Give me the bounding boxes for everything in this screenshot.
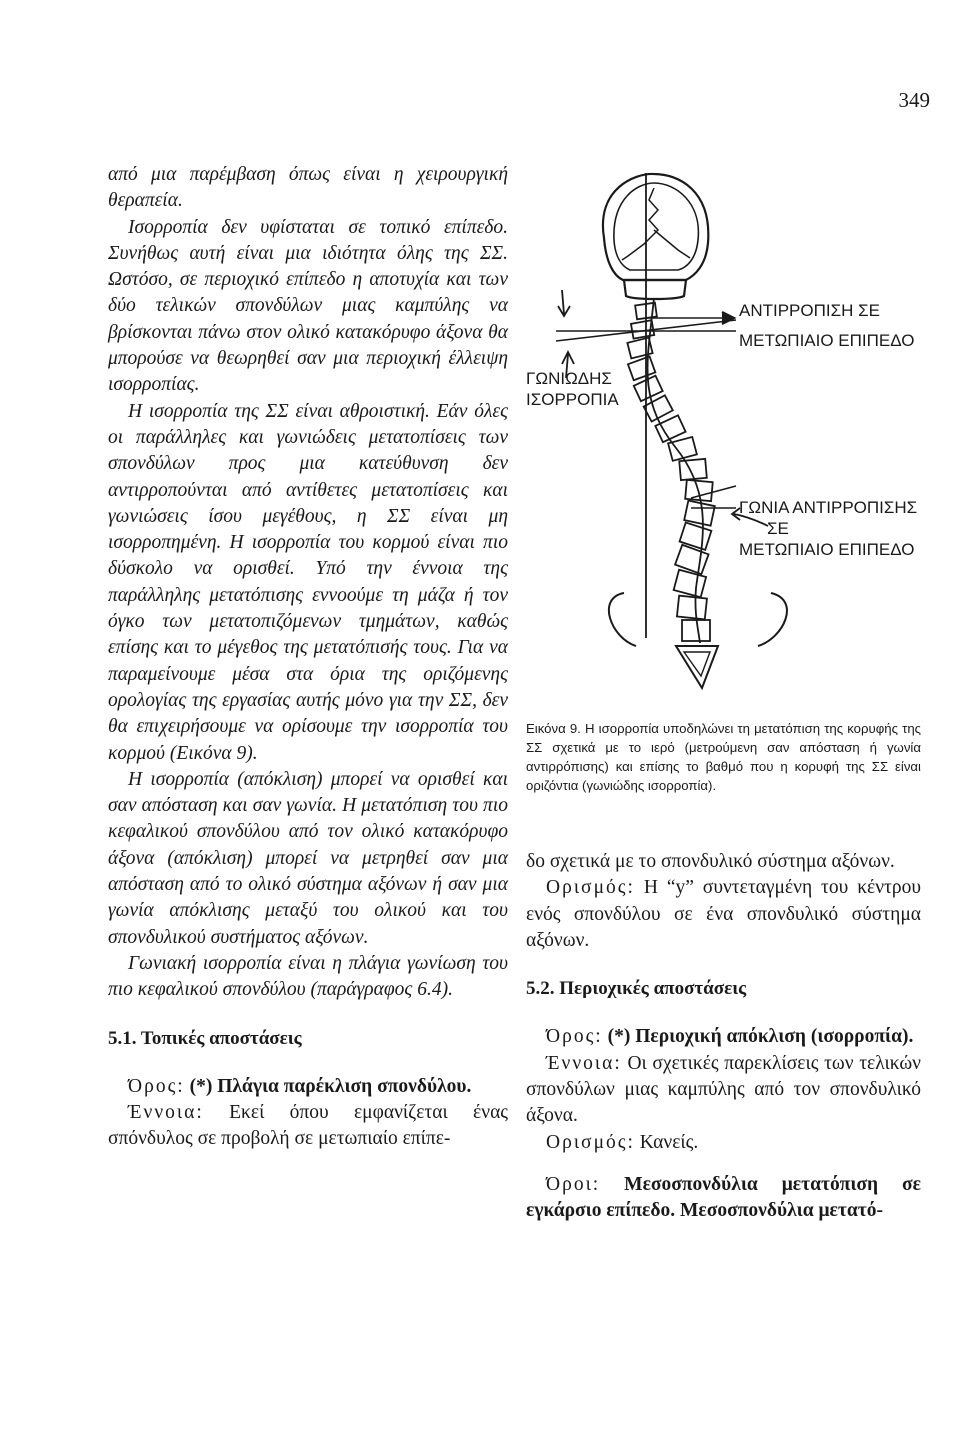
paragraph: Ισορροπία δεν υφίσταται σε τοπικό επίπεδο. Συνήθως αυτή είναι μια ιδιότητα όλης της ΣΣ. Ωστόσο, σε περιοχικό επίπεδο η αποτυχία και των δύο τελικών σπονδύλων μιας καμπύλης να βρίσκονται πάνω στον ολικό κατακόρυφο άξονα θα μπορούσε να θεωρηθεί σαν μια περιοχική έλλειψη ισορροπίας. <box>108 216 508 396</box>
label-front-shift-2: ΜΕΤΩΠΙΑΙΟ ΕΠΙΠΕΔΟ <box>739 331 915 350</box>
angle-arrow-down-icon <box>558 290 570 316</box>
vertebrae <box>627 303 714 641</box>
terms-entry <box>526 1172 921 1225</box>
label-angular-1: ΓΩΝΙΩΔΗΣ <box>526 369 612 388</box>
pelvis-right <box>758 593 787 646</box>
caption-label: Εικόνα 9. <box>526 721 581 736</box>
term-text: (*) Πλάγια παρέκλιση σπονδύλου. <box>189 1075 472 1097</box>
pelvis-left <box>609 593 636 646</box>
label-front-angle-1: ΓΩΝΙΑ ΑΝΤΙΡΡΟΠΙΣΗΣ <box>739 498 918 517</box>
paragraph: Η ισορροπία (απόκλιση) μπορεί να ορισθεί και σαν απόσταση και σαν γωνία. Η μετατόπιση του πιο κεφαλικού σπονδύλου από τον ολικό κατακόρυφο άξονα (απόκλιση) μπορεί να μετρηθεί σαν μια απόσταση από το ολικό σύστημα αξόνων ή σαν μια γωνία απόκλισης μεταξύ του ολικού και του σπονδυλικού συστήματος αξόνων. <box>108 768 508 948</box>
label-front-shift <box>739 300 914 351</box>
continuation-text: δο σχετικά με το σπονδυλικό σύστημα αξόνων. <box>526 851 895 872</box>
term-entry <box>526 1024 921 1050</box>
left-column <box>108 162 508 1153</box>
concept-label: Έννοια: <box>546 1052 622 1074</box>
definition2-text: Κανείς. <box>639 1131 699 1153</box>
definition2-label: Ορισμός: <box>546 1131 635 1153</box>
label-angular-balance <box>526 368 619 410</box>
page-number: 349 <box>898 88 930 112</box>
definition-text: Η “y” συντεταγμένη του κέντρου ενός σπονδύλου σε ένα σπονδυλικό σύστημα αξόνων. <box>526 877 922 951</box>
figure-9 <box>526 168 926 703</box>
right-column <box>526 849 921 1225</box>
paragraph: από μια παρέμβαση όπως είναι η χειρουργική θεραπεία. <box>108 164 508 212</box>
term-label: Όρος: <box>128 1075 185 1097</box>
term-label: Όρος: <box>546 1026 603 1048</box>
paragraph: Γωνιακή ισορροπία είναι η πλάγια γωνίωση του πιο κεφαλικού σπονδύλου (παράγραφος 6.4). <box>108 952 508 1001</box>
term-entry <box>108 1074 508 1100</box>
caption-text: Η ισορροπία υποδηλώνει τη μετατόπιση της κορυφής της ΣΣ σχετικά με το ιερό (μετρούμενη σαν απόσταση ή γωνία αντιρρόπισης) και επίσης το βαθμό που η κορυφή της ΣΣ είναι οριζόντια (γωνιώδης ισορροπία). <box>526 721 922 793</box>
concept-entry <box>108 1100 508 1153</box>
section-heading-5-1: 5.1. Τοπικές αποστάσεις <box>108 1027 302 1049</box>
front-offset-arrow-icon <box>722 312 734 324</box>
spine-balance-diagram <box>526 168 926 703</box>
label-front-angle <box>739 497 929 560</box>
skull-suture <box>622 188 690 260</box>
concept-text: Οι σχετικές παρεκλίσεις των τελικών σπονδύλων μιας καμπύλης από τον σπονδυλικό άξονα. <box>526 1052 922 1127</box>
skull-base <box>624 280 686 299</box>
concept-text: Εκεί όπου εμφανίζεται ένας σπόνδυλος σε προβολή σε μετωπιαίο επίπε- <box>108 1102 509 1150</box>
definition-entry <box>526 875 921 954</box>
label-front-shift-1: ΑΝΤΙΡΡΟΠΙΣΗ ΣΕ <box>739 301 880 320</box>
label-angular-2: ΙΣΟΡΡΟΠΙΑ <box>526 390 619 409</box>
label-front-angle-3: ΜΕΤΩΠΙΑΙΟ ΕΠΙΠΕΔΟ <box>739 540 915 559</box>
terms-text: Μεσοσπονδύλια μετατόπιση σε εγκάρσιο επίπεδο. Μεσοσπονδύλια μετατό- <box>526 1173 921 1222</box>
figure-caption <box>526 719 921 795</box>
definition-label: Ορισμός: <box>546 877 635 899</box>
term-text: (*) Περιοχική απόκλιση (ισορροπία). <box>607 1026 914 1048</box>
concept-label: Έννοια: <box>128 1102 204 1124</box>
label-front-angle-2: ΣΕ <box>767 519 789 538</box>
section-heading-5-2: 5.2. Περιοχικές αποστάσεις <box>526 978 747 1000</box>
paragraph: Η ισορροπία της ΣΣ είναι αθροιστική. Εάν όλες οι παράλληλες και γωνιώδεις μετατοπίσεις των σπονδύλων προς μια κατεύθυνση δεν αντιρροπούνται από αντίθετες μετατοπίσεις και γωνιώσεις ίσου μεγέθους, η ΣΣ είναι μη ισορροπημένη. Η ισορροπία του κορμού είναι πιο δύσκολο να ορισθεί. Υπό την έννοια της παράλληλης μετατόπισης εννοούμε τη μάζα ή τον όγκο των μετατοπιζόμενων τμημάτων, καθώς επίσης και το μέγεθος της μετατόπισής τους. Για να παραμείνουμε μέσα στα όρια της οριζόμενης ορολογίας της εργασίας αυτής μόνο για την ΣΣ, δεν θα επιχειρήσουμε να ορίσουμε την ισορροπία του κορμού (Εικόνα 9). <box>108 400 508 764</box>
definition-entry-2 <box>526 1130 921 1156</box>
concept-entry <box>526 1051 921 1130</box>
terms-label: Όροι: <box>546 1173 601 1195</box>
